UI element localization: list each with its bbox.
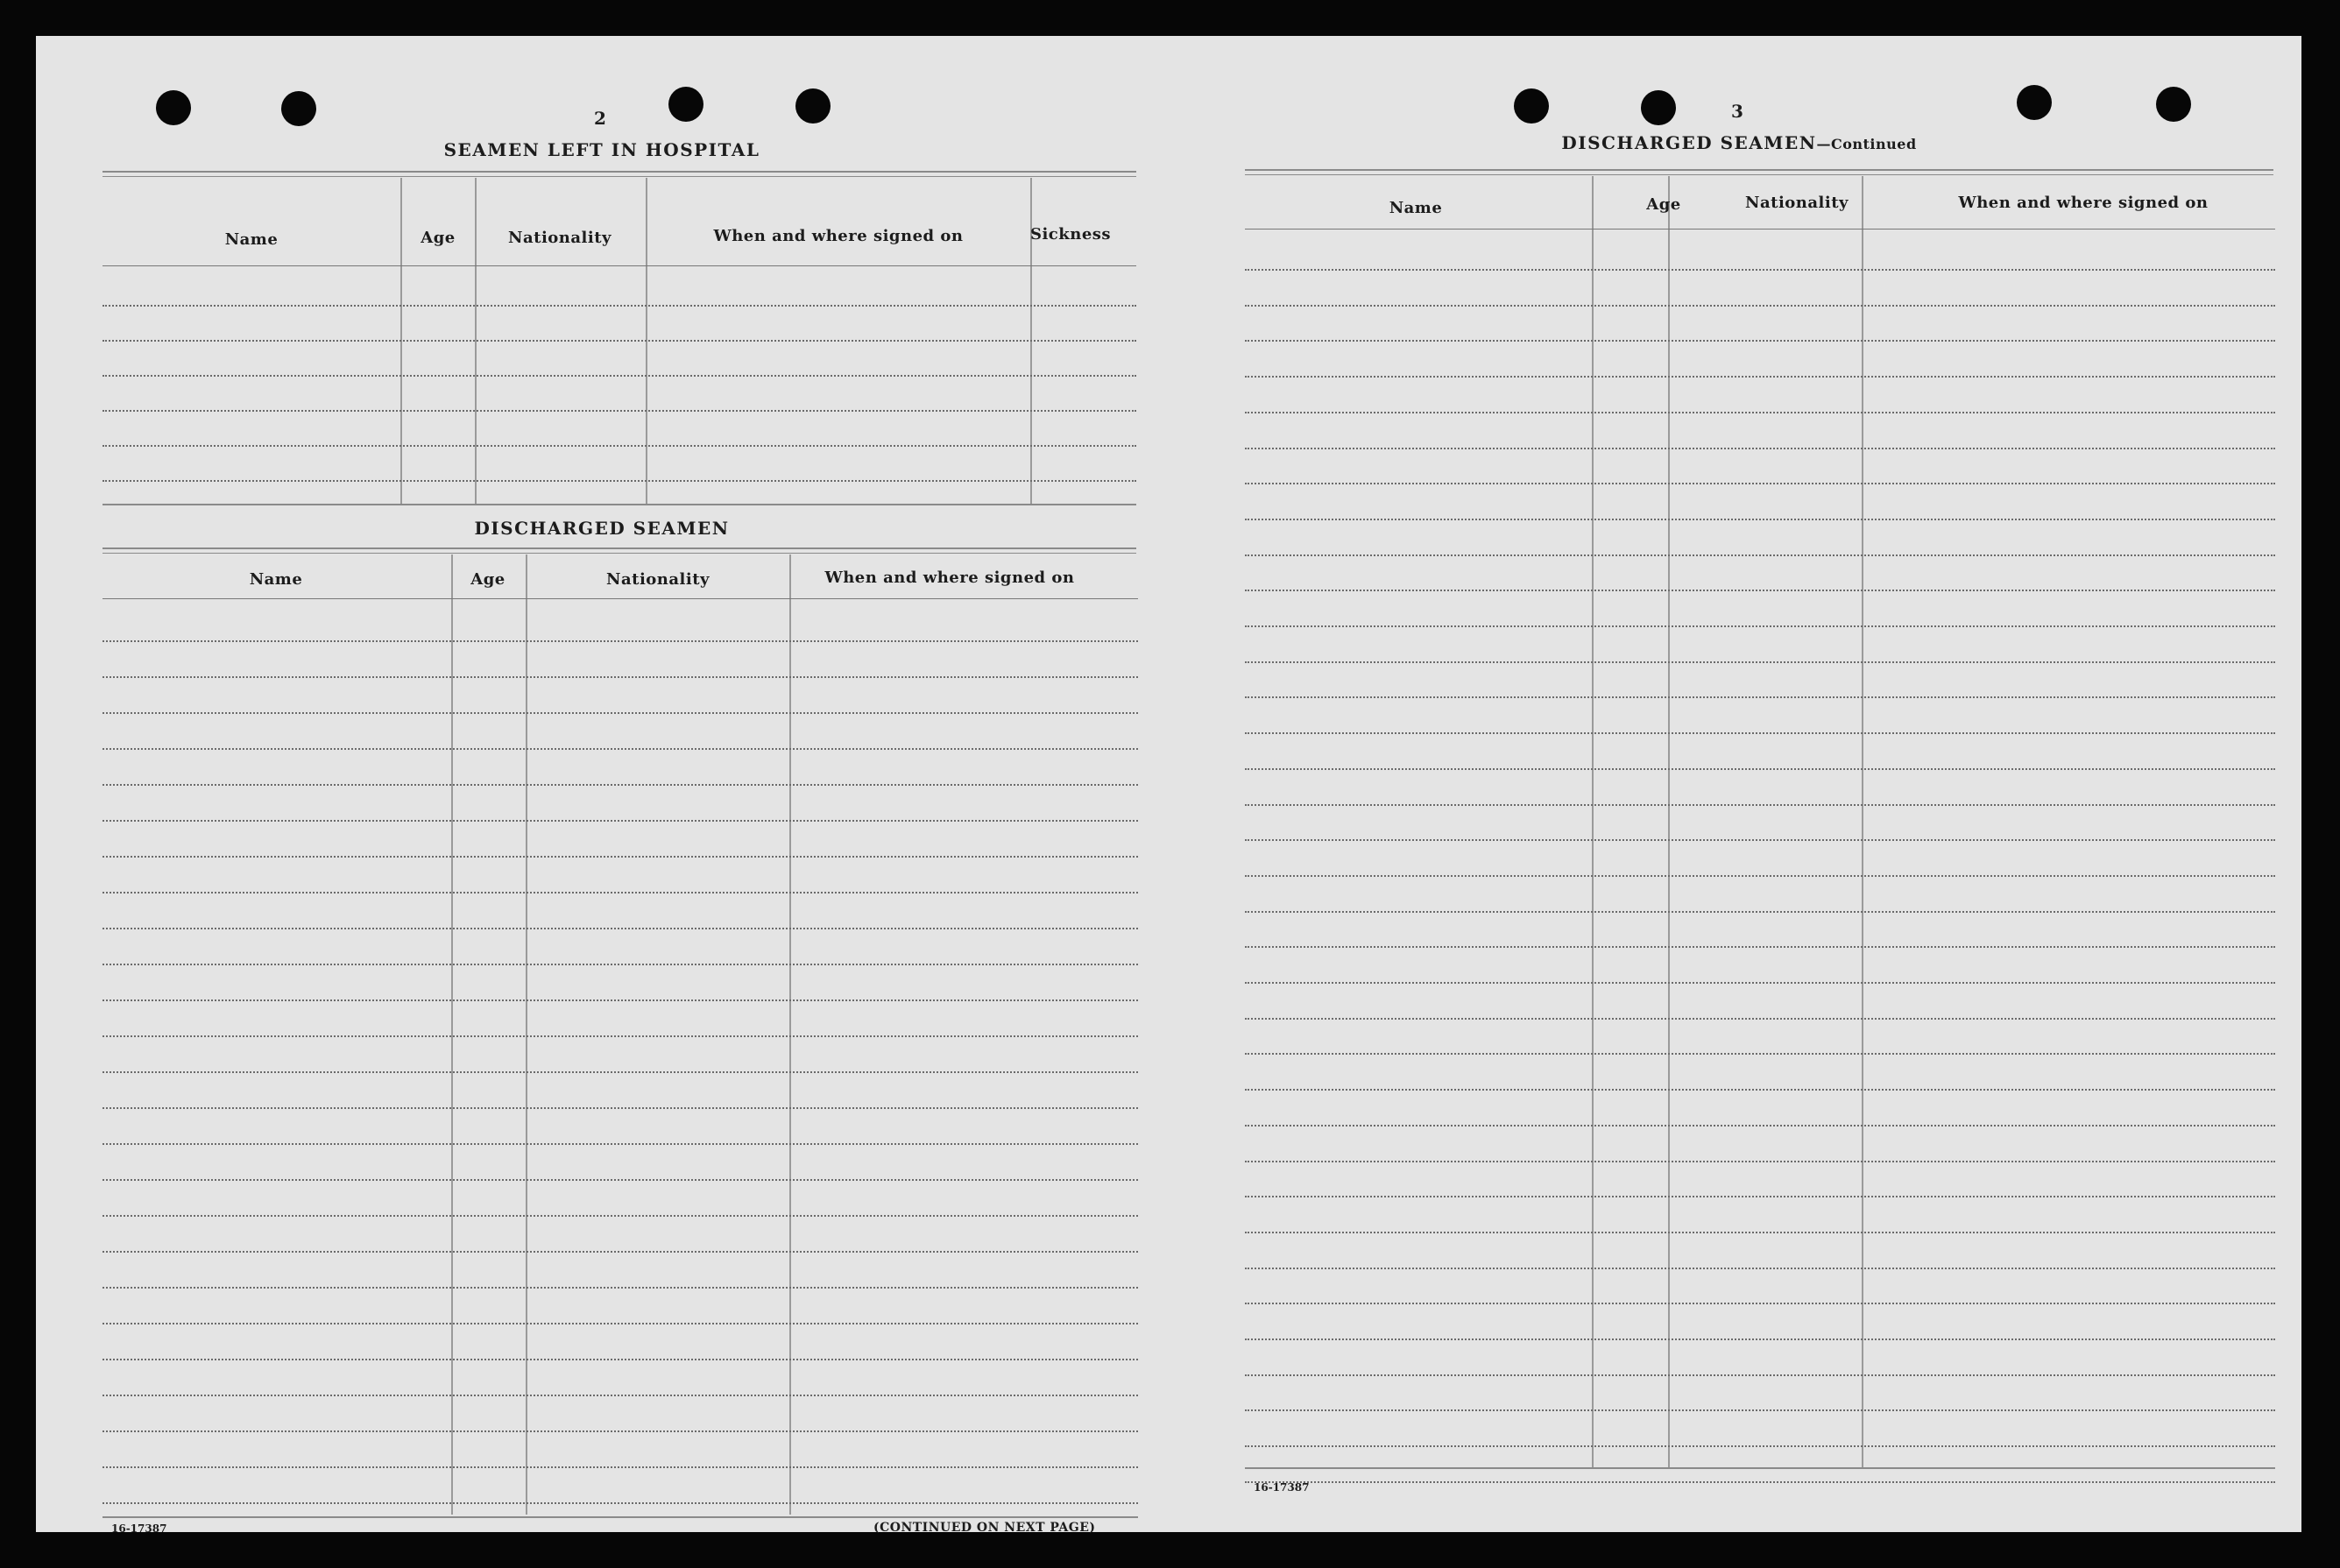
entry-row-line — [103, 1466, 1138, 1468]
punch-hole — [2017, 85, 2052, 120]
entry-row-line — [1245, 448, 2275, 449]
right-top-rule-2 — [1245, 174, 2273, 175]
entry-row-line — [103, 1502, 1138, 1504]
column-header-name: Name — [224, 230, 279, 249]
column-separator — [1668, 176, 1670, 1467]
entry-row-line — [1245, 661, 2275, 663]
discharged-table — [103, 554, 1138, 1515]
hospital-top-rule — [103, 171, 1136, 173]
right-top-rule — [1245, 169, 2273, 171]
entry-row-line — [103, 1430, 1138, 1432]
entry-row-line — [103, 748, 1138, 750]
entry-row-line — [103, 820, 1138, 822]
entry-row-line — [1245, 1196, 2275, 1197]
entry-row-line — [1245, 1232, 2275, 1233]
page-number-left: 2 — [594, 108, 606, 129]
entry-row-line — [1245, 305, 2275, 307]
entry-row-line — [103, 1071, 1138, 1073]
entry-row-line — [1245, 340, 2275, 342]
entry-row-line — [103, 892, 1138, 893]
entry-row-line — [103, 1179, 1138, 1181]
entry-row-line — [1245, 946, 2275, 948]
entry-row-line — [1245, 1338, 2275, 1340]
entry-row-line — [103, 1107, 1138, 1109]
hospital-top-rule-2 — [103, 176, 1136, 177]
column-header-sickness: Sickness — [1029, 225, 1112, 244]
form-code-right: 16-17387 — [1254, 1481, 1310, 1494]
punch-hole — [668, 87, 703, 122]
discharged-continued-title — [1561, 132, 1916, 153]
entry-row-line — [103, 1359, 1138, 1360]
entry-row-line — [103, 640, 1138, 642]
column-header-age: Age — [1646, 195, 1681, 214]
entry-row-line — [103, 1035, 1138, 1037]
entry-row-line — [103, 964, 1138, 965]
discharged-top-rule — [103, 504, 1136, 505]
discharged-rule — [103, 547, 1136, 549]
column-separator — [789, 554, 791, 1515]
entry-row-line — [1245, 911, 2275, 913]
entry-row-line — [1245, 269, 2275, 271]
column-header-signed-on: When and where signed on — [713, 227, 964, 245]
punch-hole — [2156, 87, 2191, 122]
header-underline — [103, 598, 1138, 599]
punch-hole — [1641, 90, 1676, 125]
entry-row-line — [103, 1143, 1138, 1145]
punch-hole — [281, 91, 316, 126]
entry-row-line — [1245, 696, 2275, 698]
entry-row-line — [103, 1323, 1138, 1324]
entry-row-line — [103, 1251, 1138, 1253]
header-underline — [1245, 229, 2275, 230]
entry-row-line — [103, 480, 1136, 482]
hospital-table — [103, 178, 1136, 504]
punch-hole — [1514, 88, 1549, 124]
entry-row-line — [103, 712, 1138, 714]
column-separator — [1862, 176, 1863, 1467]
entry-row-line — [1245, 1053, 2275, 1055]
page-number-right: 3 — [1731, 101, 1743, 122]
column-separator — [526, 554, 527, 1515]
discharged-section-title: DISCHARGED SEAMEN — [474, 518, 730, 539]
hospital-section-title: SEAMEN LEFT IN HOSPITAL — [443, 139, 760, 160]
column-header-nationality: Nationality — [606, 570, 710, 589]
entry-row-line — [1245, 1125, 2275, 1127]
entry-row-line — [1245, 1303, 2275, 1304]
entry-row-line — [103, 928, 1138, 929]
continued-note: (CONTINUED ON NEXT PAGE) — [873, 1521, 1096, 1535]
entry-row-line — [1245, 1409, 2275, 1411]
column-header-age: Age — [470, 570, 505, 589]
header-underline — [103, 265, 1136, 266]
entry-row-line — [103, 340, 1136, 342]
entry-row-line — [1245, 839, 2275, 841]
punch-hole — [156, 90, 191, 125]
entry-row-line — [1245, 554, 2275, 556]
entry-row-line — [1245, 412, 2275, 413]
entry-row-line — [103, 1395, 1138, 1396]
entry-row-line — [1245, 1089, 2275, 1091]
entry-row-line — [103, 999, 1138, 1001]
entry-row-line — [1245, 590, 2275, 591]
column-separator — [1592, 176, 1594, 1467]
entry-row-line — [1245, 376, 2275, 378]
entry-row-line — [103, 375, 1136, 377]
entry-row-line — [1245, 1018, 2275, 1020]
column-header-signed-on: When and where signed on — [824, 569, 1075, 587]
document-sheet — [36, 36, 2301, 1535]
entry-row-line — [103, 1215, 1138, 1217]
column-header-nationality: Nationality — [508, 229, 612, 247]
entry-row-line — [1245, 1374, 2275, 1376]
entry-row-line — [1245, 804, 2275, 806]
entry-row-line — [1245, 768, 2275, 770]
entry-row-line — [103, 784, 1138, 786]
left-bottom-rule — [103, 1516, 1138, 1518]
continued-suffix: —Continued — [1816, 136, 1917, 152]
entry-row-line — [1245, 1481, 2275, 1483]
right-bottom-rule — [1245, 1467, 2275, 1469]
entry-row-line — [1245, 1161, 2275, 1162]
entry-row-line — [103, 676, 1138, 678]
column-header-name: Name — [249, 570, 303, 589]
entry-row-line — [103, 410, 1136, 412]
entry-row-line — [1245, 732, 2275, 734]
entry-row-line — [103, 1287, 1138, 1289]
column-header-nationality: Nationality — [1745, 194, 1849, 212]
entry-row-line — [1245, 625, 2275, 627]
column-header-signed-on: When and where signed on — [1958, 194, 2209, 212]
entry-row-line — [103, 445, 1136, 447]
entry-row-line — [103, 856, 1138, 858]
discharged-rule-2 — [103, 553, 1136, 554]
discharged-continued-table — [1245, 176, 2275, 1467]
form-code-left: 16-17387 — [111, 1522, 167, 1535]
entry-row-line — [1245, 1268, 2275, 1269]
entry-row-line — [1245, 1445, 2275, 1447]
column-separator — [451, 554, 453, 1515]
column-header-name: Name — [1389, 199, 1443, 217]
column-header-age: Age — [421, 229, 456, 247]
entry-row-line — [1245, 483, 2275, 484]
entry-row-line — [1245, 982, 2275, 984]
entry-row-line — [1245, 519, 2275, 520]
punch-hole — [795, 88, 831, 124]
discharged-continued-title-text: DISCHARGED SEAMEN — [1561, 132, 1817, 153]
entry-row-line — [1245, 875, 2275, 877]
entry-row-line — [103, 305, 1136, 307]
